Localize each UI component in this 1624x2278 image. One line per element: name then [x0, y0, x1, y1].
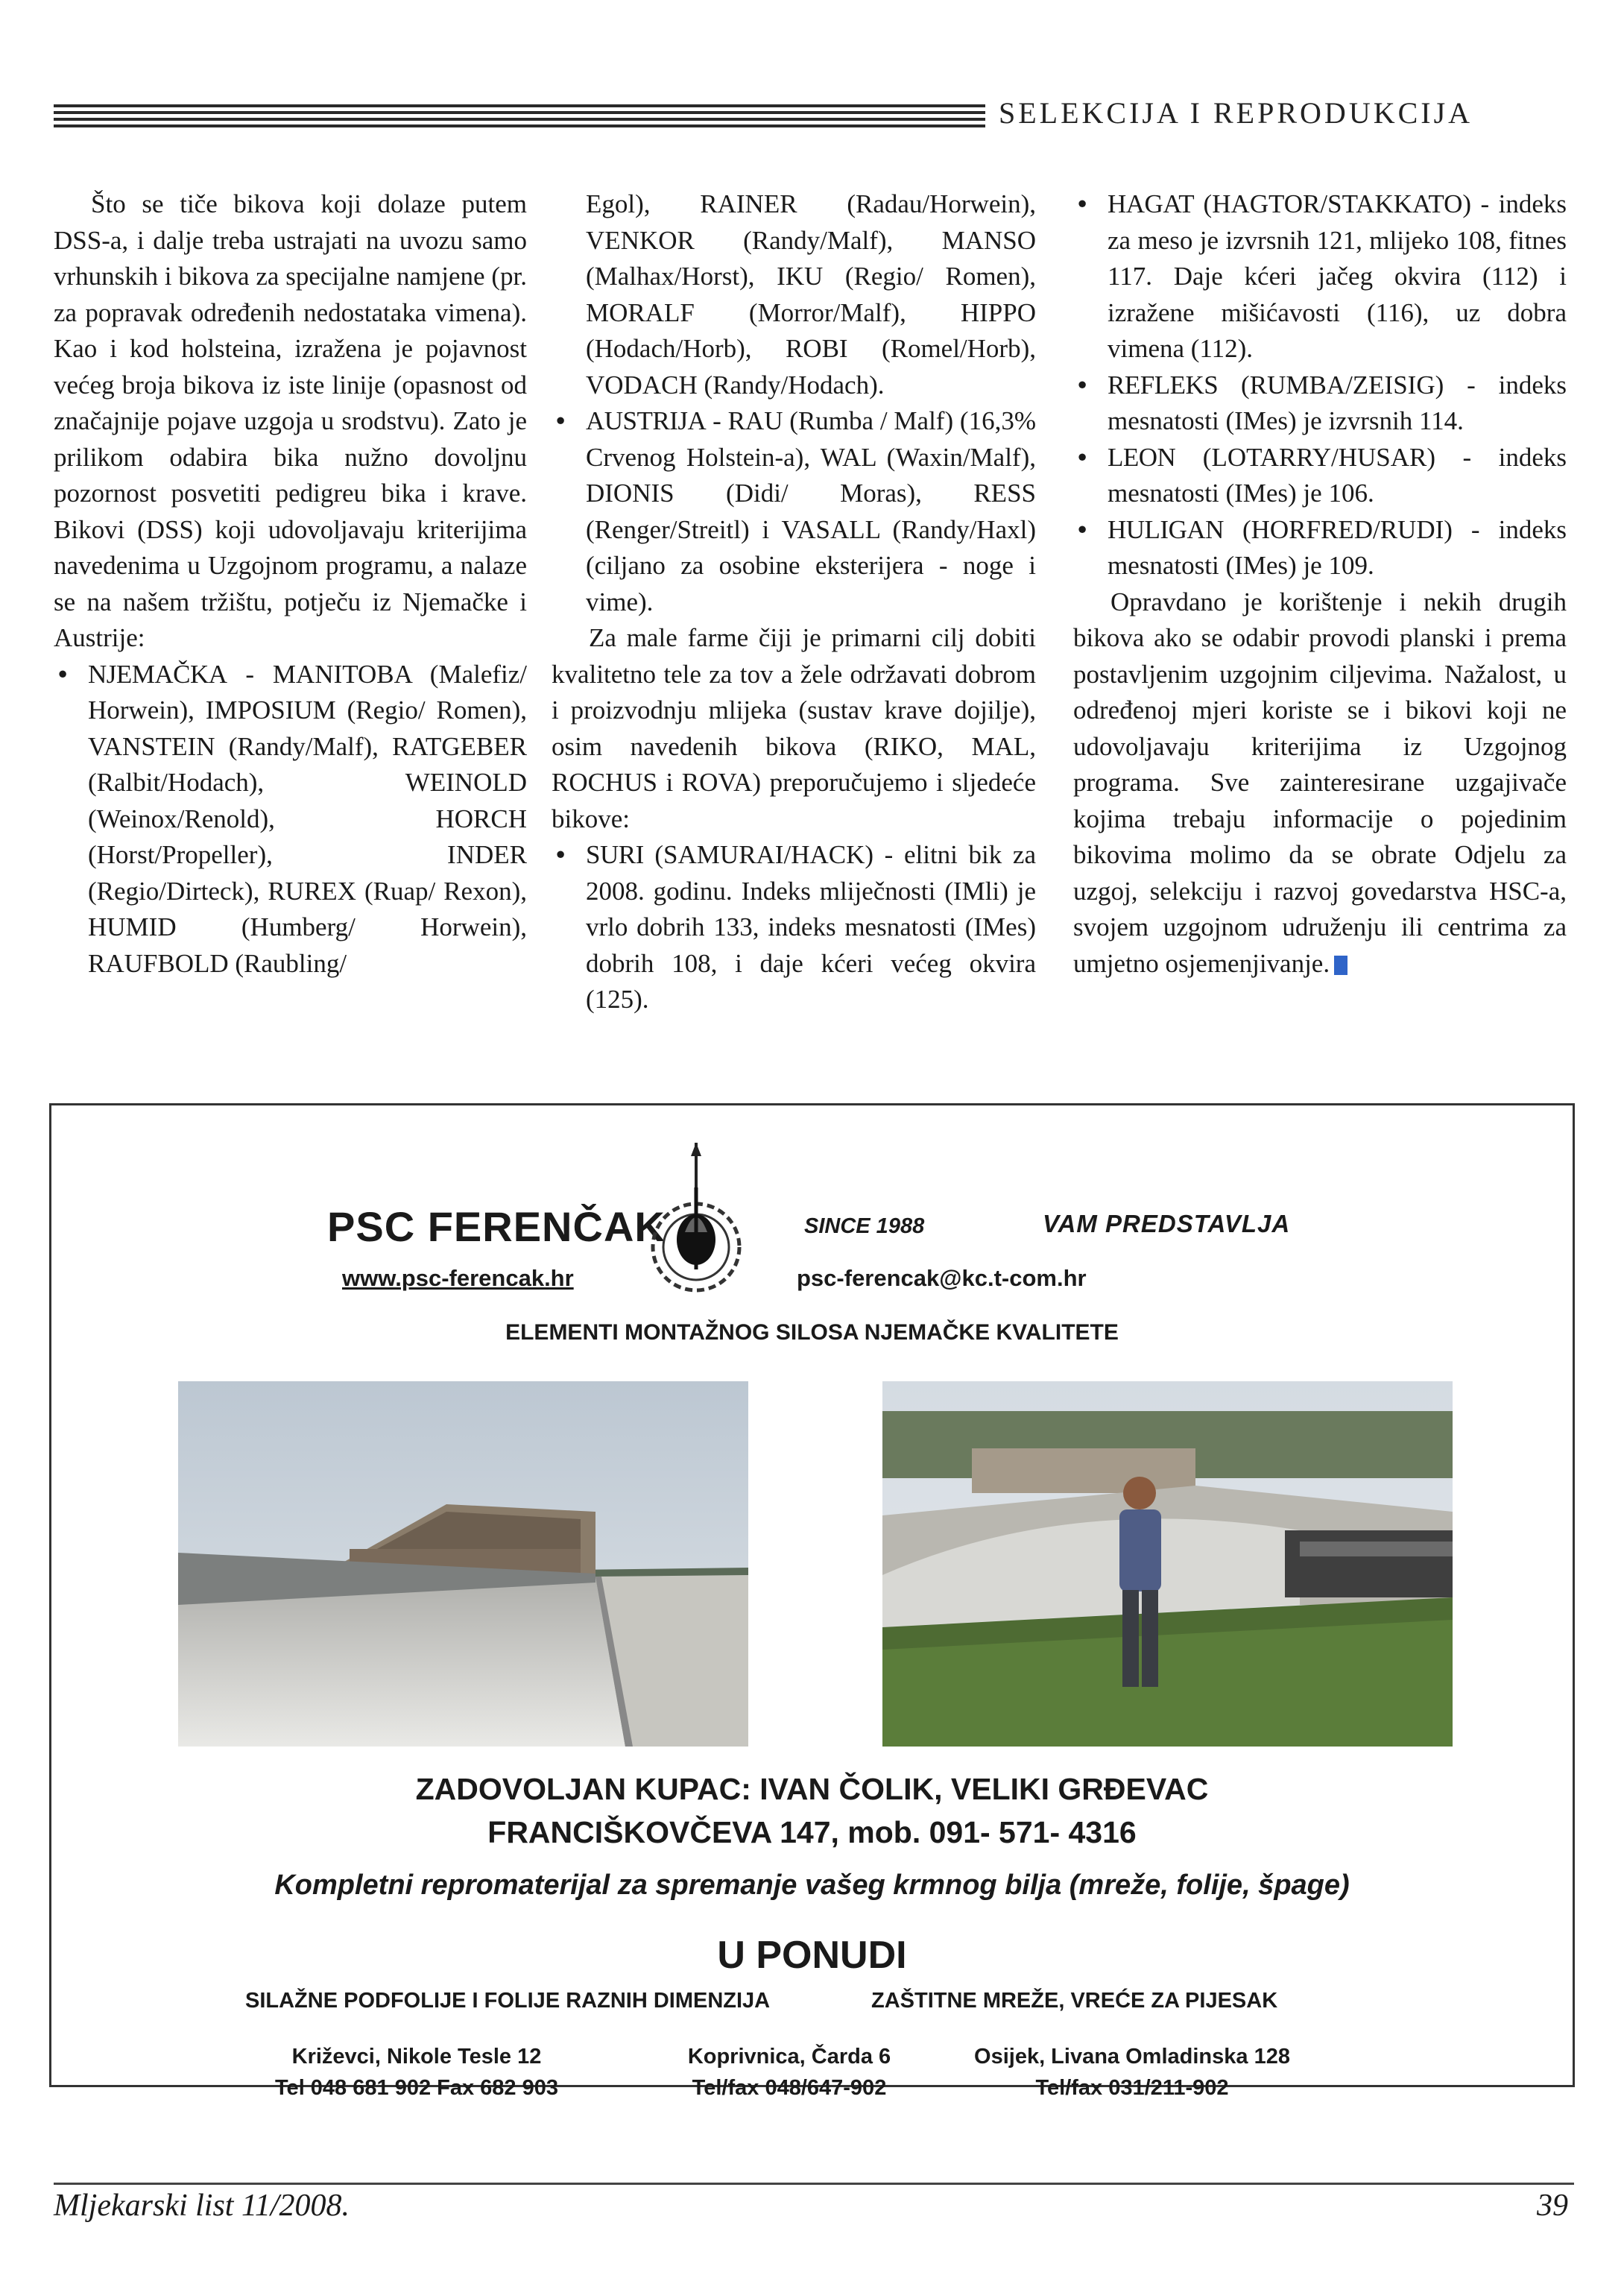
text-column-3 — [1073, 186, 1567, 982]
ad-location-koprivnica — [633, 2041, 946, 2104]
bullet-dot: • — [1078, 442, 1087, 472]
bullet-text: - MANITOBA (Malefiz/ Horwein), IMPOSIUM (Regio/ Romen), VANSTEIN (Randy/Malf), RATGEBER (Ralbit/Hodach), WEINOLD (Weinox/Renold), HORCH (Horst/Propeller), INDER (Regio/Dirteck), RUREX (Ruap/ Rexon), HUMID (Humberg/ Horwein), RAUFBOLD (Raubling/ — [88, 659, 527, 978]
location-address: Križevci, Nikole Tesle 12 — [291, 2045, 542, 2069]
journal-title: Mljekarski list 11/2008. — [54, 2189, 350, 2223]
bullet-dot: • — [1078, 370, 1087, 400]
silo-photo — [178, 1381, 748, 1747]
bullet-dot: • — [1078, 514, 1087, 544]
bullet-njemacka — [54, 657, 527, 982]
continuation-paragraph: Egol), RAINER (Radau/Horwein), VENKOR (Randy/Malf), MANSO (Malhax/Horst), IKU (Regio/ Romen), MORALF (Morror/Malf), HIPPO (Hodach/Horb), ROBI (Romel/Horb), VODACH (Randy/Hodach). — [586, 189, 1036, 400]
ad-customer-line-2: FRANCIŠKOVČEVA 147, mob. 091- 571- 4316 — [487, 1815, 1137, 1849]
ad-brand-name: PSC FERENČAK — [327, 1203, 666, 1250]
header-rules — [54, 104, 985, 134]
text-column-1 — [54, 186, 527, 982]
bullet-dot: • — [556, 406, 566, 435]
closing-text: Opravdano je korištenje i nekih drugih bikova ako se odabir provodi planski i prema postavljenim uzgojnim ciljevima. Nažalost, u određenoj mjeri koriste se i bikovi koji ne udovoljavaju kriterijima iz Uzgojnog programa. Sve zainteresirane uzgajivače kojima trebaju informacije o pojedinim bikovima molimo da se obrate Odjelu za uzgoj, selekciju i razvoj govedarstva HSC-a, svojem uzgojnom udruženju ili centrima za umjetno osjemenjivanje. — [1073, 587, 1567, 978]
section-title: SELEKCIJA I REPRODUKCIJA — [999, 96, 1473, 130]
intro-paragraph: Što se tiče bikova koji dolaze putem DSS-a, i dalje treba ustrajati na uvozu samo vrhunskih i bikova za specijalne namjene (pr. za popravak određenih nedostataka vimena). Kao i kod holsteina, izražena je pojavnost većeg broja bikova iz iste linije (opasnost od značajnije pojave uzgoja u srodstvu). Zato je prilikom odabira bika nužno dovoljnu pozornost posvetiti pedigreu bika i krave. Bikovi (DSS) koji udovoljavaju kriterijima navedenima u Uzgojnom programu, a nalaze se na našem tržištu, potječu iz Njemačke i Austrije: — [54, 189, 527, 652]
ad-since: SINCE 1988 — [804, 1214, 925, 1238]
bullet-text: (LOTARRY/HUSAR) - indeks mesnatosti (IMes) je 106. — [1108, 442, 1567, 508]
bullet-label: HAGAT — [1108, 189, 1195, 218]
bullet-text: (RUMBA/ZEISIG) - indeks mesnatosti (IMes) je izvrsnih 114. — [1108, 370, 1567, 435]
bullet-dot: • — [1078, 189, 1087, 218]
bullet-label: REFLEKS — [1108, 370, 1219, 400]
ad-website-link[interactable]: www.psc-ferencak.hr — [342, 1265, 574, 1291]
bullet-refleks — [1073, 367, 1567, 440]
closing-paragraph — [1073, 584, 1567, 982]
bullet-austrija — [552, 403, 1036, 620]
location-phone: Tel/fax 048/647-902 — [692, 2076, 887, 2100]
bullet-label: SURI — [586, 840, 644, 869]
customer-photo — [882, 1381, 1453, 1747]
ad-location-osijek — [931, 2041, 1333, 2104]
bullet-hagat — [1073, 186, 1567, 367]
bullet-dot: • — [556, 840, 566, 869]
ad-predstavlja: VAM PREDSTAVLJA — [1043, 1210, 1291, 1237]
ad-u-ponudi-heading: U PONUDI — [717, 1934, 907, 1977]
wheat-gear-logo-icon — [640, 1143, 752, 1314]
ad-location-krizevci — [223, 2041, 610, 2104]
bullet-text: (HORFRED/RUDI) - indeks mesnatosti (IMes) je 109. — [1108, 514, 1567, 580]
male-farme-paragraph: Za male farme čiji je primarni cilj dobiti kvalitetno tele za tov a žele održavati dobrom i proizvodnju mlijeka (sustav krave dojilje), osim navedenih bikova (RIKO, MAL, ROCHUS i ROVA) preporučujemo i sljedeće bikove: — [552, 623, 1036, 833]
bullet-label: NJEMAČKA — [88, 659, 227, 689]
location-phone: Tel 048 681 902 Fax 682 903 — [275, 2076, 558, 2100]
bullet-label: HULIGAN — [1108, 514, 1224, 544]
customer-photo-image — [882, 1381, 1453, 1747]
ad-offer-podfolije: SILAŽNE PODFOLIJE I FOLIJE RAZNIH DIMENZIJA — [245, 1989, 771, 2013]
ad-customer-line-1: ZADOVOLJAN KUPAC: IVAN ČOLIK, VELIKI GRĐEVAC — [415, 1772, 1209, 1806]
ad-repromaterijal: Kompletni repromaterijal za spremanje vašeg krmnog bilja (mreže, folije, špage) — [274, 1870, 1350, 1901]
bullet-leon — [1073, 440, 1567, 512]
ad-customer-block — [51, 1767, 1573, 1854]
bullet-dot: • — [58, 659, 68, 689]
text-column-2 — [552, 186, 1036, 1018]
location-phone: Tel/fax 031/211-902 — [1035, 2076, 1229, 2100]
bullet-text: (HAGTOR/STAKKATO) - indeks za meso je izvrsnih 121, mlijeko 108, fitnes 117. Daje kćeri jačeg okvira (112) i izražene mišićavosti (116), uz dobra vimena (112). — [1108, 189, 1567, 363]
ad-silos-heading: ELEMENTI MONTAŽNOG SILOSA NJEMAČKE KVALITETE — [505, 1320, 1119, 1345]
ad-offer-mreze: ZAŠTITNE MREŽE, VREĆE ZA PIJESAK — [871, 1989, 1278, 2013]
bullet-label: AUSTRIJA — [586, 406, 707, 435]
bullet-label: LEON — [1108, 442, 1176, 472]
ad-email-link[interactable]: psc-ferencak@kc.t-com.hr — [797, 1265, 1087, 1291]
bullet-huligan — [1073, 512, 1567, 584]
location-address: Koprivnica, Čarda 6 — [687, 2045, 891, 2069]
location-address: Osijek, Livana Omladinska 128 — [974, 2045, 1290, 2069]
bullet-text: (SAMURAI/HACK) - elitni bik za 2008. godinu. Indeks mliječnosti (IMli) je vrlo dobrih 133, indeks mesnatosti (IMes) dobrih 108, i daje kćeri većeg okvira (125). — [586, 840, 1036, 1014]
footer-rule — [54, 2183, 1574, 2185]
bullet-suri — [552, 837, 1036, 1018]
page-number: 39 — [1537, 2189, 1568, 2223]
bullet-text: - RAU (Rumba / Malf) (16,3% Crvenog Holstein-a), WAL (Waxin/Malf), DIONIS (Didi/ Moras), RESS (Renger/Streitl) i VASALL (Randy/Haxl) (ciljano za osobine eksterijera - noge i vime). — [586, 406, 1036, 616]
silo-photo-image — [178, 1381, 748, 1747]
end-of-article-icon — [1334, 956, 1347, 975]
advertisement-box — [49, 1103, 1575, 2100]
